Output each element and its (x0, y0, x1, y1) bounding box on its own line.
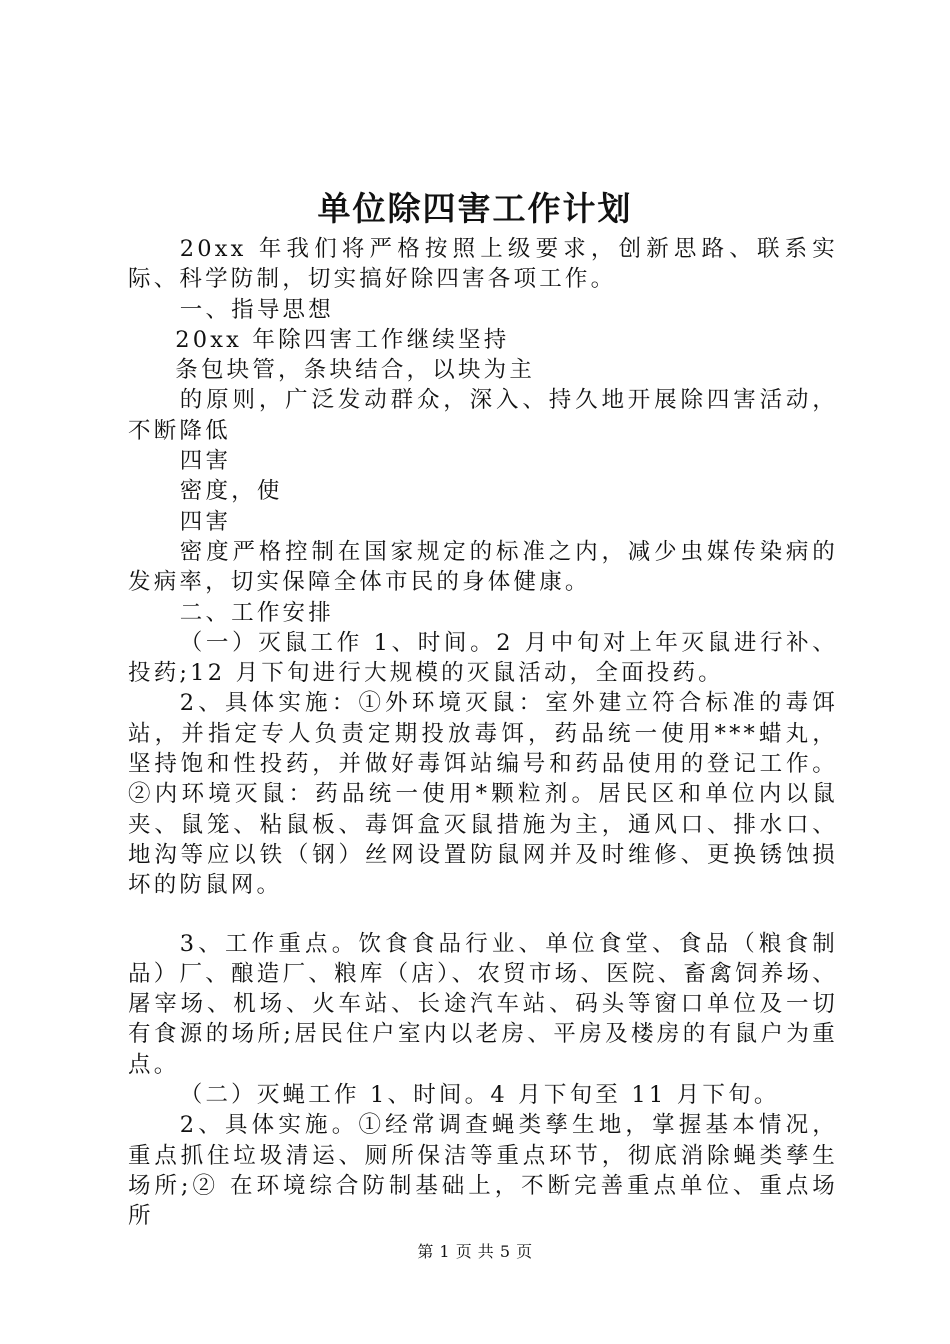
paragraph-line: 20xx 年除四害工作继续坚持 (175, 326, 510, 353)
paragraph-density: 密度严格控制在国家规定的标准之内，减少虫媒传染病的发病率，切实保障全体市民的身体健康。 (128, 538, 838, 596)
document-title: 单位除四害工作计划 (317, 189, 633, 228)
section-heading-work-arrangement: 二、工作安排 (179, 599, 334, 626)
paragraph-line: 四害 (179, 508, 232, 535)
paragraph-fly-time: （二）灭蝇工作 1、时间。4 月下旬至 11 月下旬。 (179, 1082, 780, 1109)
paragraph-rodent-time: （一）灭鼠工作 1、时间。2 月中旬对上年灭鼠进行补、投药;12 月下旬进行大规模的灭鼠活动，全面投药。 (128, 629, 838, 687)
paragraph-rodent-focus: 3、工作重点。饮食食品行业、单位食堂、食品（粮食制品）厂、酿造厂、粮库（店）、农贸市场、医院、畜禽饲养场、屠宰场、机场、火车站、长途汽车站、码头等窗口单位及一切有食源的场所;居民住户室内以老房、平房及楼房的有鼠户为重点。 (128, 930, 838, 1078)
paragraph-rodent-measures: 2、具体实施：①外环境灭鼠：室外建立符合标准的毒饵站，并指定专人负责定期投放毒饵，药品统一使用***蜡丸，坚持饱和性投药，并做好毒饵站编号和药品使用的登记工作。②内环境灭鼠：药品统一使用*颗粒剂。居民区和单位内以鼠夹、鼠笼、粘鼠板、毒饵盒灭鼠措施为主，通风口、排水口、地沟等应以铁（钢）丝网设置防鼠网并及时维修、更换锈蚀损坏的防鼠网。 (128, 690, 838, 899)
section-heading-guiding-ideology: 一、指导思想 (179, 296, 334, 323)
document-body (128, 234, 838, 1232)
page-footer: 第 1 页 共 5 页 (417, 1242, 533, 1261)
paragraph-intro: 20xx 年我们将严格按照上级要求，创新思路、联系实际、科学防制，切实搞好除四害各项工作。 (128, 236, 838, 293)
paragraph-fly-measures: 2、具体实施。①经常调查蝇类孳生地，掌握基本情况，重点抓住垃圾清运、厕所保洁等重点环节，彻底消除蝇类孳生场所;② 在环境综合防制基础上，不断完善重点单位、重点场所 (128, 1112, 838, 1230)
paragraph-principle: 的原则，广泛发动群众，深入、持久地开展除四害活动，不断降低 (128, 387, 838, 444)
paragraph-line: 四害 (179, 448, 232, 475)
paragraph-line: 密度，使 (179, 478, 283, 505)
paragraph-gap (128, 901, 838, 929)
paragraph-line: 条包块管，条块结合，以块为主 (175, 357, 536, 384)
